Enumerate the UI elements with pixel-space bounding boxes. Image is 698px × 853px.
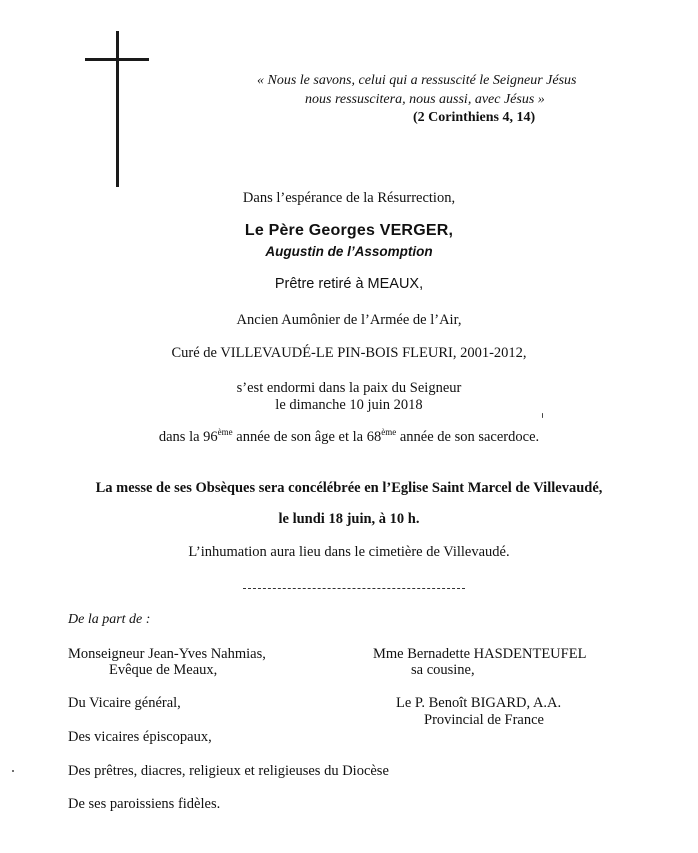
cross-icon-horizontal	[85, 58, 149, 61]
age-superscript: ème	[217, 427, 233, 437]
verse-reference: (2 Corinthiens 4, 14)	[413, 110, 536, 125]
cousin-relation: sa cousine,	[411, 662, 475, 678]
parishioners: De ses paroissiens fidèles.	[68, 796, 221, 812]
age-line	[0, 427, 698, 446]
cross-icon-vertical	[116, 31, 119, 187]
burial-info: L’inhumation aura lieu dans le cimetière de Villevaudé.	[188, 544, 510, 560]
vicar-general: Du Vicaire général,	[68, 695, 181, 711]
deceased-role-curate: Curé de VILLEVAUDÉ-LE PIN-BOIS FLEURI, 2001-2012,	[171, 345, 527, 361]
from-heading: De la part de :	[68, 612, 151, 627]
age-post: année de son sacerdoce.	[396, 428, 540, 445]
scan-speck	[12, 770, 14, 772]
age-mid: année de son âge et la 68	[232, 428, 382, 445]
episcopal-vicars: Des vicaires épiscopaux,	[68, 729, 212, 745]
cousin-name: Mme Bernadette HASDENTEUFEL	[373, 646, 587, 662]
bishop-name: Monseigneur Jean-Yves Nahmias,	[68, 646, 266, 662]
death-line-1: s’est endormi dans la paix du Seigneur	[236, 380, 462, 396]
clergy: Des prêtres, diacres, religieux et religieuses du Diocèse	[68, 763, 389, 779]
verse-line-1: « Nous le savons, celui qui a ressuscité le Seigneur Jésus	[257, 73, 577, 88]
deceased-congregation: Augustin de l’Assomption	[265, 244, 433, 259]
intro-text: Dans l’espérance de la Résurrection,	[242, 190, 456, 206]
priest-superscript: ème	[381, 427, 397, 437]
verse-line-2: nous ressuscitera, nous aussi, avec Jésus »	[305, 92, 545, 107]
death-line-2: le dimanche 10 juin 2018	[275, 397, 423, 413]
funeral-date: le lundi 18 juin, à 10 h.	[278, 511, 420, 527]
age-pre: dans la 96	[158, 428, 218, 445]
bishop-title: Evêque de Meaux,	[109, 662, 218, 678]
deceased-name: Le Père Georges VERGER,	[244, 222, 454, 239]
section-divider	[243, 588, 465, 589]
provincial-title: Provincial de France	[424, 712, 544, 728]
deceased-status: Prêtre retiré à MEAUX,	[274, 276, 424, 292]
funeral-mass: La messe de ses Obsèques sera concélébrée en l’Eglise Saint Marcel de Villevaudé,	[95, 480, 603, 496]
provincial-name: Le P. Benoît BIGARD, A.A.	[396, 695, 562, 711]
scan-speck	[542, 413, 543, 418]
deceased-role-chaplain: Ancien Aumônier de l’Armée de l’Air,	[236, 312, 462, 328]
